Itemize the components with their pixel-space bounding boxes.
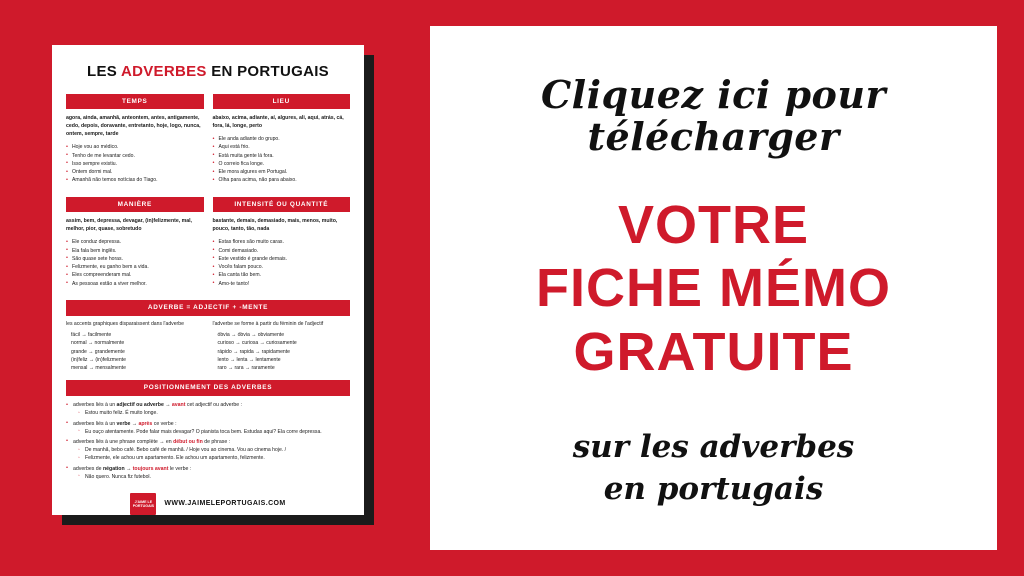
list-item: • Está muita gente lá fora. — [213, 152, 351, 160]
list-item: • Olha para acima, não para abaixo. — [213, 176, 351, 184]
lieu-examples — [213, 135, 351, 185]
section-temps — [66, 94, 204, 189]
list-item: • Eles compreenderam mal. — [66, 271, 204, 279]
list-item: • Aqui está frio. — [213, 143, 351, 151]
promo-subtitle-line-1: sur les adverbes — [572, 428, 855, 465]
sheet-footer — [66, 493, 350, 515]
rule-text: → — [130, 420, 139, 427]
rule-phrase — [66, 438, 350, 463]
list-item: • Amanhã não temos notícias do Tiago. — [66, 176, 204, 184]
rule-example: ◦ Eu ouço atentamente. Pode falar mais devagar? O pianista toca bem. Estudas aqui? Ela corre depressa. — [73, 428, 350, 436]
list-item: normal → normalmente — [71, 340, 125, 347]
list-item: raro → rara → raramente — [217, 365, 275, 372]
rule-emphasis: verbe — [116, 420, 131, 427]
list-item: • Isso sempre existiu. — [66, 160, 204, 168]
sheet-title-highlight: ADVERBES — [120, 63, 207, 80]
formation-left — [66, 321, 204, 373]
intensite-word-list: bastante, demais, demasiado, mais, menos, muito, pouco, tanto, tão, nada — [212, 218, 338, 233]
list-item: • Estas flores são muito caras. — [213, 238, 351, 246]
band-formation: ADVERBE = ADJECTIF + -MENTE — [66, 300, 350, 316]
rule-verbe — [66, 420, 350, 436]
rule-text: ce verbe : — [152, 420, 177, 427]
list-item: • São quase sete horas. — [66, 255, 204, 263]
rule-emphasis: adjectif ou adverbe — [116, 402, 164, 409]
website-url[interactable]: WWW.JAIMELEPORTUGAIS.COM — [164, 499, 286, 507]
band-intensite: INTENSITÉ OU QUANTITÉ — [213, 197, 351, 213]
list-item: • Amo-te tanto! — [213, 280, 351, 288]
list-item: • Tenho de me levantar cedo. — [66, 152, 204, 160]
list-item: • Ontem dormi mal. — [66, 168, 204, 176]
list-item: • Felizmente, eu ganho bem a vida. — [66, 263, 204, 271]
positionnement-rules — [66, 401, 350, 481]
list-item: • Hoje vou ao médico. — [66, 143, 204, 151]
temps-examples — [66, 143, 204, 184]
list-item: • Ela canta tão bem. — [213, 271, 351, 279]
band-positionnement: POSITIONNEMENT DES ADVERBES — [66, 380, 350, 396]
list-item: lento → lenta → lentamente — [217, 356, 281, 363]
lieu-word-list: abaixo, acima, adiante, aí, algures, ali, aqui, atrás, cá, fora, lá, longe, perto — [212, 115, 344, 130]
rule-keyword: avant — [171, 402, 186, 409]
list-item: • Ele conduz depressa. — [66, 238, 204, 246]
rule-adjectif — [66, 401, 350, 417]
rule-example: ◦ Não quero. Nunca fiz futebol. — [73, 473, 350, 481]
band-maniere: MANIÈRE — [66, 197, 204, 213]
list-item: grande → grandemente — [71, 348, 125, 355]
temps-word-list: agora, ainda, amanhã, anteontem, antes, antigamente, cedo, depois, doravante, entretanto, hoje, logo, nunca, ontem, sempre, tarde — [66, 115, 201, 138]
formation-right-note: l'adverbe se forme à partir du féminin de l'adjectif — [212, 320, 324, 327]
formation-left-note: les accents graphiques disparaissent dans l'adverbe — [66, 320, 184, 327]
sheet-title — [66, 61, 350, 84]
rule-keyword: après — [138, 420, 153, 427]
list-item: (in)feliz → (in)felizmente — [71, 356, 126, 363]
list-item: óbvia → óbvia → obviamente — [217, 332, 285, 339]
list-item: • Vocês falam pouco. — [213, 263, 351, 271]
formation-right — [213, 321, 351, 373]
promo-subtitle-line-2: en portugais — [603, 470, 824, 507]
rule-text: le verbe : — [168, 465, 192, 472]
formation-right-items — [213, 331, 351, 372]
list-item: • O correio fica longe. — [213, 160, 351, 168]
rule-emphasis: négation — [103, 465, 125, 472]
rule-example-cont: ◦ Felizmente, ele achou um apartamento. Ele achou um apartamento, felizmente. — [73, 454, 350, 462]
rule-text: adverbes liés à une phrase complète → en — [73, 438, 174, 445]
list-item: • Ela fala bem inglês. — [66, 247, 204, 255]
brand-logo-icon: J'AIME LE PORTUGAIS — [130, 493, 156, 515]
maniere-word-list: assim, bem, depressa, devagar, (in)felizmente, mal, melhor, pior, quase, sobretudo — [66, 218, 192, 233]
intensite-examples — [213, 238, 351, 288]
rule-keyword: toujours avant — [132, 465, 169, 472]
rule-text: → — [124, 465, 133, 472]
list-item: fácil → facilmente — [71, 332, 112, 339]
rule-text: de phrase : — [202, 438, 231, 445]
rule-text: adverbes liés à un — [73, 402, 117, 409]
rule-text: adverbes de — [73, 465, 103, 472]
rule-text: adverbes liés à un — [73, 420, 117, 427]
formation-left-items — [66, 331, 204, 372]
section-lieu — [213, 94, 351, 189]
list-item: • Comi demasiado. — [213, 247, 351, 255]
rule-text: → — [163, 402, 172, 409]
list-item: • Este vestido é grande demais. — [213, 255, 351, 263]
rule-keyword: début ou fin — [173, 438, 203, 445]
list-item: mensal → mensalmente — [71, 365, 126, 372]
section-intensite — [213, 189, 351, 292]
memo-sheet[interactable] — [52, 45, 364, 515]
promo-headline — [536, 194, 891, 385]
row-maniere-intensite — [66, 189, 350, 292]
list-item: curioso → curiosa → curiosamente — [217, 340, 297, 347]
section-maniere — [66, 189, 204, 292]
promo-panel[interactable] — [430, 26, 997, 550]
rule-text: cet adjectif ou adverbe : — [185, 402, 242, 409]
promo-headline-line-3: GRATUITE — [573, 322, 854, 383]
promo-subtitle — [573, 427, 855, 511]
section-positionnement — [66, 380, 350, 481]
sheet-title-post: EN PORTUGAIS — [206, 63, 329, 80]
formation-columns — [66, 321, 350, 373]
list-item: rápido → rapida → rapidamente — [217, 348, 290, 355]
maniere-examples — [66, 238, 204, 288]
rule-negation — [66, 465, 350, 481]
sheet-title-pre: LES — [87, 63, 121, 80]
rule-example: ◦ De manhã, bebo café. Bebo café de manhã. / Hoje vou ao cinema. Vou ao cinema hoje. / — [73, 446, 350, 454]
band-temps: TEMPS — [66, 94, 204, 110]
list-item: • Ele anda adiante do grupo. — [213, 135, 351, 143]
promo-headline-line-2: FICHE MÉMO — [536, 258, 891, 319]
band-lieu: LIEU — [213, 94, 351, 110]
row-temps-lieu — [66, 94, 350, 189]
list-item: • Ele mora algures em Portugal. — [213, 168, 351, 176]
promo-call-to-action[interactable]: Cliquez ici pour télécharger — [540, 72, 887, 159]
section-formation — [66, 300, 350, 373]
rule-example: ◦ Estou muito feliz. É muito longe. — [73, 409, 350, 417]
list-item: • As pessoas estão a viver melhor. — [66, 280, 204, 288]
promo-headline-line-1: VOTRE — [617, 194, 810, 255]
